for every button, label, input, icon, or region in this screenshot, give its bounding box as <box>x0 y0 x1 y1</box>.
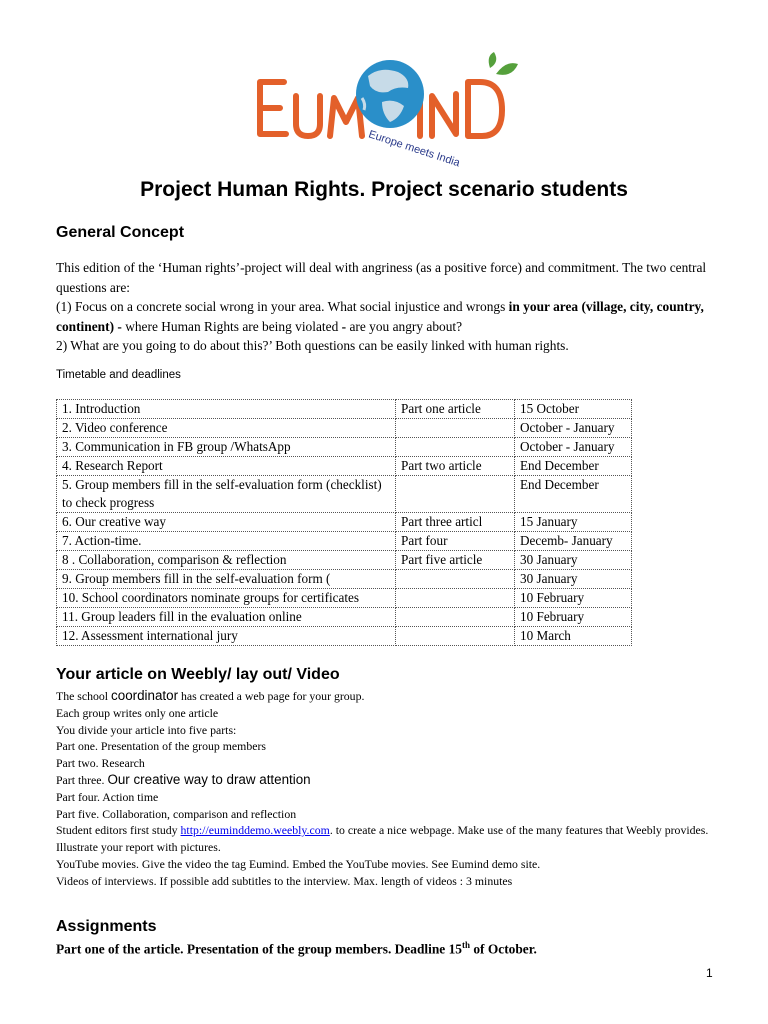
table-row: 1. Introduction Part one article 15 October <box>57 400 632 419</box>
article-line: The school coordinator has created a web page for your group. <box>56 688 365 703</box>
article-line: Part two. Research <box>56 756 145 771</box>
timetable-heading: Timetable and deadlines <box>56 369 181 381</box>
table-row: 9. Group members fill in the self-evaluation form ( 30 January <box>57 570 632 589</box>
article-line: Part three. Our creative way to draw attention <box>56 771 311 787</box>
article-line: Each group writes only one article <box>56 705 219 720</box>
eumind-logo <box>250 52 520 170</box>
article-heading: Your article on Weebly/ lay out/ Video <box>56 666 340 683</box>
intro-line-2: (1) Focus on a concrete social wrong in your area. What social injustice and wrongs in your area (village, city, country, continent) - where Human Rights are being violated - are you angry about? <box>56 299 704 334</box>
part-one-deadline: Part one of the article. Presentation of the group members. Deadline 15th of October. <box>56 940 537 957</box>
article-line: Part one. Presentation of the group members <box>56 739 266 754</box>
table-row: 11. Group leaders fill in the evaluation online 10 February <box>57 608 632 627</box>
article-text <box>56 688 716 890</box>
intro-line-1: This edition of the ‘Human rights’-project will deal with angriness (as a positive force) and commitment. The two central questions are: <box>56 260 707 295</box>
page-number: 1 <box>706 966 713 980</box>
general-concept-heading: General Concept <box>56 224 185 241</box>
table-row: 2. Video conference October - January <box>57 419 632 438</box>
article-line: Student editors first study http://euminddemo.weebly.com. to create a nice webpage. Make use of the many features that Weebly provides. <box>56 823 709 838</box>
article-line: Videos of interviews. If possible add subtitles to the interview. Max. length of videos : 3 minutes <box>56 873 513 888</box>
table-row: 6. Our creative way Part three articl 15 January <box>57 513 632 532</box>
article-line: You divide your article into five parts: <box>56 722 237 737</box>
general-concept-text <box>56 258 716 356</box>
table-row: 4. Research Report Part two article End December <box>57 457 632 476</box>
article-line: Part four. Action time <box>56 789 159 804</box>
table-row: 7. Action-time. Part four Decemb- January <box>57 532 632 551</box>
article-line: Illustrate your report with pictures. <box>56 840 221 855</box>
logo-tagline: Europe meets India <box>366 128 462 170</box>
table-row: 10. School coordinators nominate groups for certificates 10 February <box>57 589 632 608</box>
article-line: YouTube movies. Give the video the tag Eumind. Embed the YouTube movies. See Eumind demo site. <box>56 856 541 871</box>
intro-line-3: 2) What are you going to do about this?’ Both questions can be easily linked with human rights. <box>56 338 569 353</box>
assignments-heading: Assignments <box>56 918 157 935</box>
table-row: 5. Group members fill in the self-evaluation form (checklist) to check progress End December <box>57 476 632 513</box>
page-title: Project Human Rights. Project scenario students <box>140 178 628 201</box>
table-row: 8 . Collaboration, comparison & reflection Part five article 30 January <box>57 551 632 570</box>
timetable-table <box>56 399 632 646</box>
table-row: 12. Assessment international jury 10 March <box>57 627 632 646</box>
article-line: Part five. Collaboration, comparison and reflection <box>56 806 297 821</box>
demo-site-link[interactable]: http://euminddemo.weebly.com <box>180 823 330 838</box>
table-row: 3. Communication in FB group /WhatsApp October - January <box>57 438 632 457</box>
